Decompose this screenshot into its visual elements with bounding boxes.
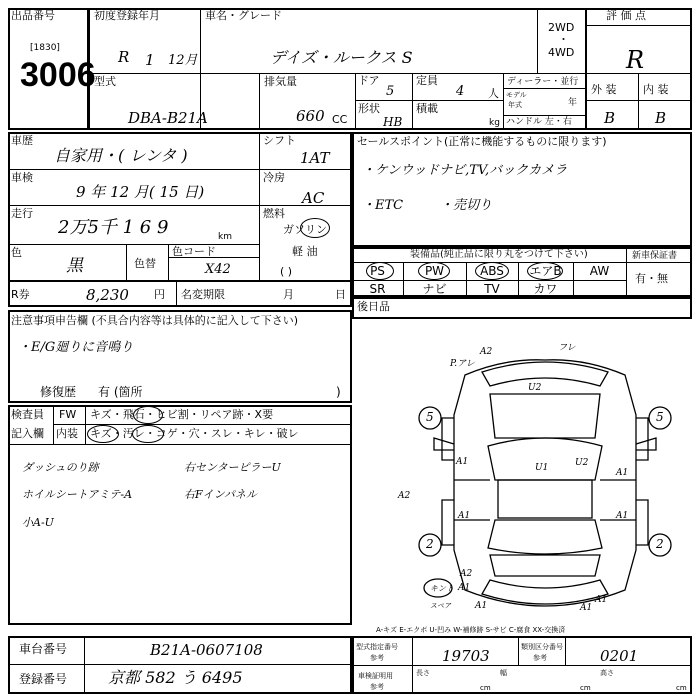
dim-label: 車検証明用: [358, 672, 393, 680]
fuel-label: 燃料: [263, 207, 285, 220]
aftermarket-label: 後日品: [357, 300, 390, 313]
mfr-value: 19703: [442, 647, 490, 665]
height-unit: cm: [676, 684, 687, 692]
sales-box: [352, 132, 692, 247]
notes-title: 注意事項申告欄 (不具合内容等は具体的に記入して下さい): [11, 314, 299, 327]
class-sub: 参考: [533, 654, 547, 662]
svg-text:A1: A1: [616, 511, 629, 521]
fuel-gasoline-circle: [300, 218, 330, 238]
load-unit: kg: [489, 118, 500, 128]
fw-label: FW: [59, 408, 77, 421]
equip-leather: カワ: [533, 282, 558, 296]
color-change-label: 色替: [134, 257, 156, 270]
door-label: ドア: [358, 74, 380, 87]
sales-line2b: ・売切り: [440, 198, 493, 213]
door-value: 5: [386, 84, 395, 99]
sales-title: セールスポイント(正常に機能するものに限ります): [357, 135, 607, 148]
fuel-gasoline: ガソリン: [283, 223, 327, 236]
inspection-value: 9 年 12 月( 15 日): [76, 183, 205, 201]
free-note-5: 右Fインパネル: [184, 488, 257, 501]
name-change-label: 名変期限: [181, 288, 225, 301]
disp-unit: CC: [332, 113, 348, 126]
color-value: 黒: [66, 256, 83, 276]
repair-label: 修復歴: [40, 385, 77, 399]
svg-text:A1: A1: [458, 511, 471, 521]
history-value: 自家用・( レンタ ): [54, 146, 188, 165]
free-note-3: 小A-U: [22, 516, 54, 529]
plate-label: 登録番号: [19, 672, 68, 686]
mileage-value: 2万5千 1 6 9: [58, 217, 169, 238]
fuel-diesel: 軽 油: [292, 245, 318, 258]
color-code-label: 色コード: [172, 245, 216, 258]
sales-line1: ・ケンウッドナビ,TV,バックカメラ: [362, 163, 568, 178]
warranty-label: 新車保証書: [632, 251, 678, 261]
equip-airbag-circle: [527, 262, 563, 280]
svg-text:5: 5: [656, 410, 664, 424]
mileage-label: 走行: [11, 207, 33, 220]
fuel-other: ( ): [280, 265, 293, 278]
notes-value: ・E/G廻りに音鳴り: [18, 340, 134, 355]
svg-text:5: 5: [426, 410, 434, 424]
history-label: 車歴: [11, 134, 33, 147]
height-label: 高さ: [600, 669, 614, 677]
equip-abs-circle: [475, 262, 509, 280]
car-damage-diagram: [390, 340, 690, 620]
cooling-label: 冷房: [263, 171, 285, 184]
dealer-label: ディーラー・並行: [507, 77, 579, 87]
equipment-title: 装備品(純正品に限り丸をつけて下さい): [410, 249, 588, 260]
name-change-month: 月: [283, 288, 294, 301]
svg-text:A2: A2: [398, 491, 411, 501]
svg-text:P.アレ: P.アレ: [450, 359, 475, 369]
svg-text:A1: A1: [595, 595, 608, 605]
chassis-label: 車台番号: [19, 642, 68, 656]
cooling-value: AC: [302, 189, 325, 207]
equip-pw: PW: [424, 264, 445, 278]
color-label: 色: [11, 246, 22, 259]
drive-4wd: 4WD: [548, 46, 575, 59]
exterior-value: B: [604, 109, 616, 127]
shift-label: シフト: [263, 134, 296, 147]
name-label: 車名・グレード: [205, 9, 282, 22]
equip-sr: SR: [369, 282, 386, 296]
svg-text:U2: U2: [528, 383, 542, 393]
inspector-label2: 記入欄: [11, 427, 44, 440]
score-value: R: [626, 46, 645, 74]
length-label: 長さ: [416, 669, 430, 677]
free-note-4: 右センターピラーU: [184, 461, 281, 474]
color-code-value: X42: [205, 262, 231, 277]
mileage-unit: km: [218, 232, 232, 242]
svg-text:A1: A1: [475, 601, 488, 611]
equip-airbag: エアB: [529, 264, 562, 278]
free-note-2: ホイルシートアミテ-A: [22, 488, 133, 501]
name-change-day: 日: [335, 288, 346, 301]
model-value: DBA-B21A: [128, 109, 208, 127]
svg-text:2: 2: [656, 537, 664, 551]
recycle-value: 8,230: [86, 286, 129, 304]
recycle-label: R券: [11, 288, 30, 301]
cap-label: 定員: [416, 74, 438, 87]
model-year-unit: 年: [568, 98, 578, 108]
plate-value: 京都 582 う 6495: [108, 668, 243, 687]
fw-items: キズ・飛石・ヒビ割・リペア跡・X要: [90, 408, 274, 421]
disp-label: 排気量: [264, 75, 297, 88]
inspection-label: 車検: [11, 171, 33, 184]
mfr-label: 型式指定番号: [356, 643, 398, 651]
in-circle-dirt: [132, 425, 164, 443]
interior-value: B: [655, 109, 667, 127]
svg-text:A1: A1: [456, 457, 469, 467]
equip-tv: TV: [484, 282, 500, 296]
lot-sub: [1830]: [30, 43, 60, 53]
svg-text:A1: A1: [580, 603, 593, 613]
svg-text:スペア: スペア: [430, 602, 451, 610]
cap-unit: 人: [488, 87, 499, 100]
mfr-sub: 参考: [370, 654, 384, 662]
free-note-1: ダッシュのり跡: [22, 461, 99, 474]
class-value: 0201: [600, 647, 639, 665]
equip-ps: PS: [370, 264, 385, 278]
svg-text:フレ: フレ: [558, 343, 576, 353]
score-label: 評 価 点: [606, 9, 646, 22]
shape-value: HB: [383, 115, 403, 129]
first-reg-year: 1: [145, 51, 155, 69]
shift-value: 1AT: [300, 149, 330, 167]
equip-ps-circle: [366, 262, 394, 280]
recycle-unit: 円: [154, 288, 165, 301]
model-year-label: モデル: [506, 91, 527, 99]
model-label: 型式: [94, 75, 116, 88]
svg-text:2: 2: [426, 537, 434, 551]
first-reg-month: 12月: [168, 53, 198, 68]
model-year-label2: 年式: [508, 101, 522, 109]
cap-value: 4: [456, 84, 465, 99]
class-label: 類別区分番号: [521, 643, 563, 651]
lot-number: 3006: [20, 56, 96, 94]
lot-label: 出品番号: [11, 9, 55, 22]
repair-value: 有 (箇所: [98, 385, 143, 399]
length-unit: cm: [480, 684, 491, 692]
svg-text:U1: U1: [535, 463, 549, 473]
first-reg-era: R: [118, 48, 130, 66]
drive-2wd: 2WD: [548, 21, 575, 34]
svg-text:A2: A2: [460, 569, 473, 579]
name-value: デイズ・ルークス S: [270, 48, 413, 67]
svg-text:A1: A1: [458, 583, 471, 593]
svg-text:キント: キント: [430, 584, 454, 593]
in-items: キズ・汚レ・コゲ・穴・スレ・キレ・破レ: [90, 427, 299, 440]
first-reg-label: 初度登録年月: [94, 9, 160, 22]
svg-text:A1: A1: [616, 468, 629, 478]
equip-navi: ナビ: [422, 282, 447, 296]
chassis-value: B21A-0607108: [150, 641, 263, 659]
dim-sub: 参考: [370, 683, 384, 691]
load-label: 積載: [416, 102, 438, 115]
in-label: 内装: [56, 427, 78, 440]
repair-close: ): [336, 385, 341, 399]
svg-text:U2: U2: [575, 458, 589, 468]
inspector-label1: 検査員: [11, 408, 44, 421]
width-label: 幅: [500, 669, 507, 677]
fw-circle-chip: [133, 406, 163, 424]
aftermarket-box: [352, 297, 692, 319]
in-circle-scratch: [87, 425, 119, 443]
interior-label: 内 装: [643, 83, 669, 96]
drive-dot: ・: [558, 33, 569, 46]
exterior-label: 外 装: [591, 83, 617, 96]
width-unit: cm: [580, 684, 591, 692]
damage-legend: A-キズ E-エクボ U-凹み W-補修跡 S-サビ C-腐食 XX-交換済: [376, 626, 566, 634]
svg-text:A2: A2: [480, 347, 493, 357]
disp-value: 660: [296, 107, 325, 125]
equip-abs: ABS: [480, 264, 504, 278]
warranty-value: 有・無: [635, 272, 668, 285]
equip-aw: AW: [589, 264, 610, 278]
equip-pw-circle: [418, 262, 450, 280]
shape-label: 形状: [358, 102, 380, 115]
handle-label: ハンドル 左・右: [506, 117, 572, 127]
sales-line2a: ・ETC: [362, 198, 404, 213]
